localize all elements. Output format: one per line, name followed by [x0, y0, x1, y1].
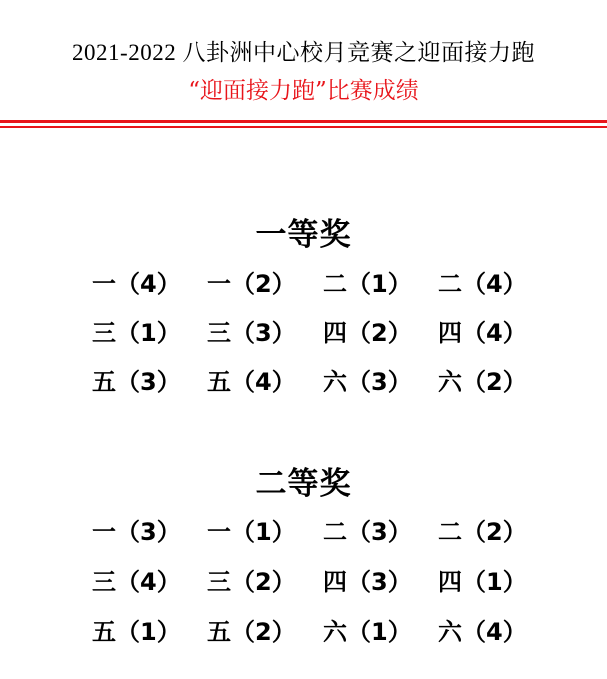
award-row [0, 614, 607, 650]
class-entry: 三（2） [207, 568, 296, 596]
class-entry: 一（1） [207, 518, 296, 546]
class-entry: 一（4） [92, 270, 181, 298]
class-entry: 三（3） [207, 319, 296, 347]
page-subtitle: “迎面接力跑”比赛成绩 [188, 78, 419, 104]
class-entry: 四（4） [438, 319, 527, 347]
award-row [0, 514, 607, 550]
class-entry: 五（2） [207, 618, 296, 646]
class-entry: 五（4） [207, 368, 296, 396]
class-entry: 六（3） [323, 368, 412, 396]
class-entry: 一（3） [92, 518, 181, 546]
class-entry: 二（3） [323, 518, 412, 546]
award-row [0, 315, 607, 351]
award-row [0, 564, 607, 600]
class-entry: 五（3） [92, 368, 181, 396]
class-entry: 六（2） [438, 368, 527, 396]
class-entry: 三（4） [92, 568, 181, 596]
header-divider-thin [0, 126, 607, 128]
class-entry: 四（2） [323, 319, 412, 347]
award-row [0, 266, 607, 302]
award-row [0, 364, 607, 400]
class-entry: 二（1） [323, 270, 412, 298]
class-entry: 四（1） [438, 568, 527, 596]
header-divider-thick [0, 120, 607, 123]
award-title: 一等奖 [255, 217, 352, 253]
class-entry: 三（1） [92, 319, 181, 347]
class-entry: 一（2） [207, 270, 296, 298]
class-entry: 五（1） [92, 618, 181, 646]
class-entry: 二（2） [438, 518, 527, 546]
page-title: 2021-2022 八卦洲中心校月竞赛之迎面接力跑 [72, 40, 535, 65]
class-entry: 六（4） [438, 618, 527, 646]
class-entry: 六（1） [323, 618, 412, 646]
award-title: 二等奖 [255, 466, 352, 502]
class-entry: 二（4） [438, 270, 527, 298]
class-entry: 四（3） [323, 568, 412, 596]
